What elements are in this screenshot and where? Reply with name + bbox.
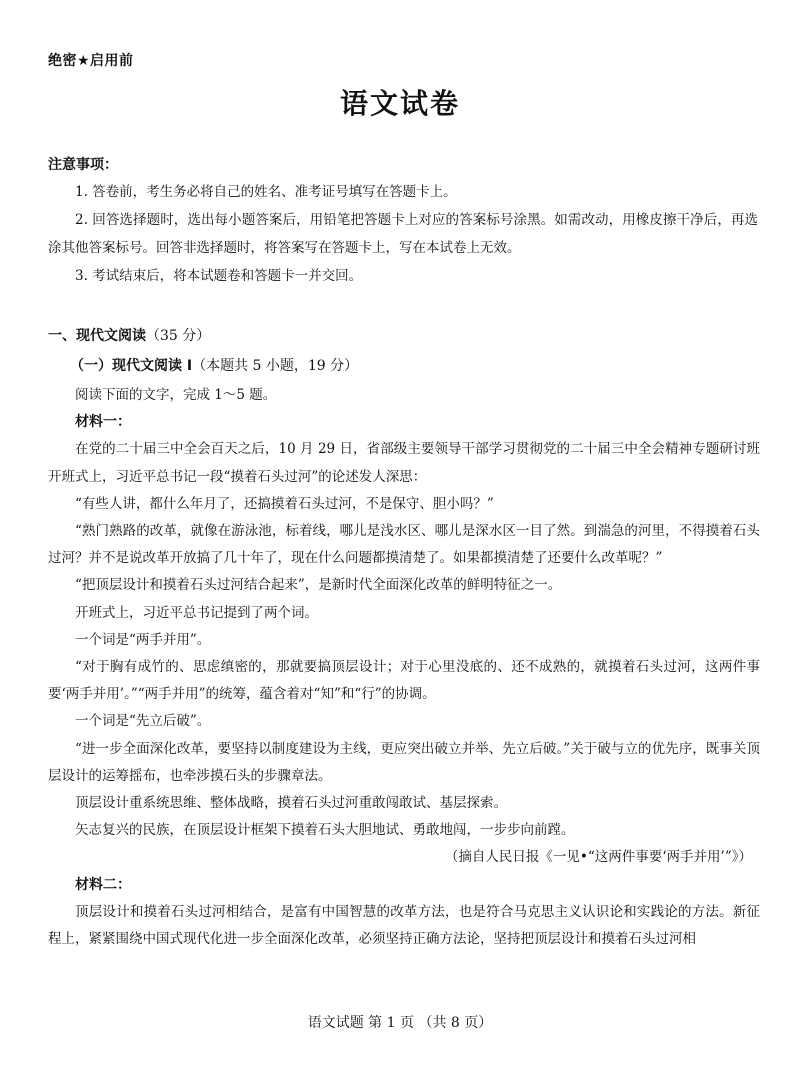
notice-item: 1. 答卷前，考生务必将自己的姓名、准考证号填写在答题卡上。 <box>75 184 457 200</box>
paragraph: “进一步全面深化改革，要坚持以制度建设为主线，更应突出破立并举、先立后破。”关于破与立的优先序，既事关顶层设计的运筹摇布，也牵涉摸石头的步骤章法。 <box>48 740 760 784</box>
material-1-source: （摘自人民日报《一见•“这两件事要‘两手并用’”》） <box>444 849 752 866</box>
subsection-score: （本题共 5 小题，19 分） <box>192 358 359 374</box>
section-heading-title: 一、现代文阅读 <box>48 328 146 344</box>
paragraph: 顶层设计重系统思维、整体战略，摸着石头过河重敢闯敢试、基层探索。 <box>75 795 507 812</box>
paragraph: “熟门熟路的改革，就像在游泳池，标着线，哪儿是浅水区、哪儿是深水区一目了然。到湍急的河里，不得摸着石头过河？并不是说改革开放搞了几十年了，现在什么问题都摸清楚了。如果都摸清楚了还要什么改革呢？” <box>48 523 760 567</box>
material-1-label: 材料一： <box>75 414 131 431</box>
paragraph: 顶层设计和摸着石头过河相结合，是富有中国智慧的改革方法，也是符合马克思主义认识论和实践论的方法。新征程上，紧紧围绕中国式现代化进一步全面深化改革，必须坚持正确方法论，坚持把顶层设计和摸着石头过河相 <box>48 903 760 948</box>
subsection-heading <box>70 355 358 375</box>
confidential-mark: 绝密★启用前 <box>48 53 134 69</box>
paragraph: 一个词是“两手并用”。 <box>75 631 211 648</box>
paragraph: “对于胸有成竹的、思虑缜密的，那就要搞顶层设计；对于心里没底的、还不成熟的，就摸着石头过河，这两件事要‘两手并用’。”“两手并用”的统筹，蕴含着对“知”和“行”的协调。 <box>48 659 760 703</box>
section-heading <box>48 325 210 345</box>
reading-content <box>48 382 760 953</box>
notice-item: 2. 回答选择题时，选出每小题答案后，用铅笔把答题卡上对应的答案标号涂黑。如需改动，用橡皮擦干净后，再选涂其他答案标号。回答非选择题时，将答案写在答题卡上，写在本试卷上无效。 <box>48 212 758 256</box>
material-2-label: 材料二： <box>75 876 131 893</box>
paragraph: 矢志复兴的民族，在顶层设计框架下摸着石头大胆地试、勇敢地闯，一步步向前蹚。 <box>75 822 575 839</box>
subsection-title: （一）现代文阅读 I <box>70 358 193 374</box>
section-heading-score: （35 分） <box>146 328 211 344</box>
page-title: 语文试卷 <box>339 87 460 120</box>
paragraph: 在党的二十届三中全会百天之后，10 月 29 日，省部级主要领导干部学习贯彻党的二十届三中全会精神专题研讨班开班式上，习近平总书记一段“摸着石头过河”的论述发人深思： <box>48 441 760 485</box>
paragraph: 一个词是“先立后破”。 <box>75 713 211 730</box>
paragraph: 开班式上，习近平总书记提到了两个词。 <box>75 604 318 621</box>
paragraph: “有些人讲，都什么年月了，还搞摸着石头过河，不是保守、胆小吗？” <box>75 495 494 512</box>
notice-list <box>48 178 758 290</box>
notice-item: 3. 考试结束后，将本试题卷和答题卡一并交回。 <box>75 268 363 284</box>
notice-heading: 注意事项： <box>48 157 118 173</box>
page-footer: 语文试题 第 1 页 （共 8 页） <box>307 1015 493 1031</box>
instruction: 阅读下面的文字，完成 1～5 题。 <box>75 387 277 403</box>
paragraph: “把顶层设计和摸着石头过河结合起来”，是新时代全面深化改革的鲜明特征之一。 <box>75 577 562 594</box>
